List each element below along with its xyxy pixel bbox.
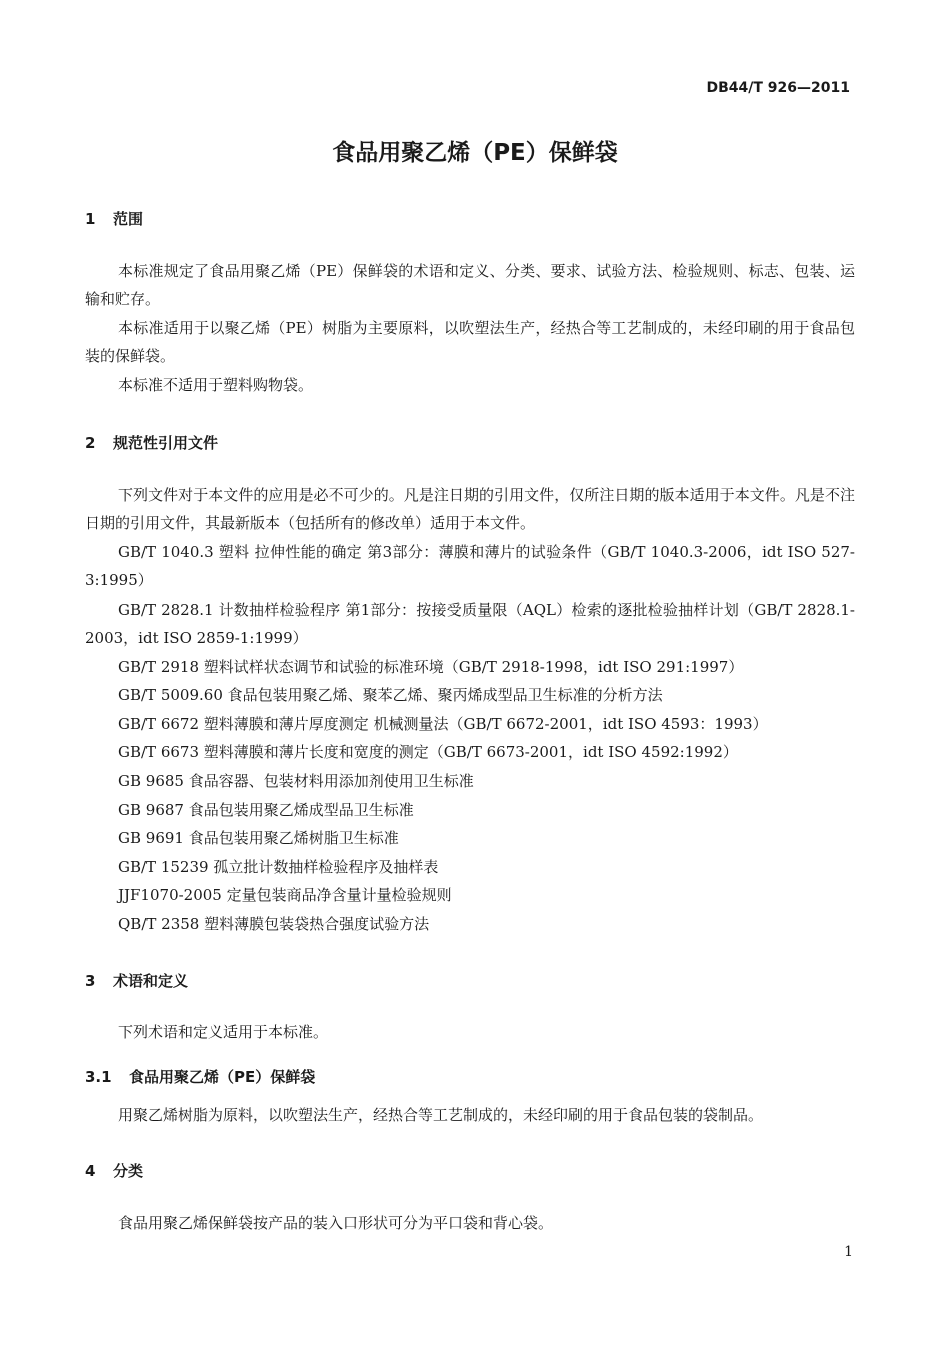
reference-item: GB/T 5009.60 食品包装用聚乙烯、聚苯乙烯、聚丙烯成型品卫生标准的分析方法: [118, 686, 663, 704]
paragraph: 下列术语和定义适用于本标准。: [118, 1023, 329, 1041]
reference-item: GB/T 2828.1 计数抽样检验程序 第1部分：按接受质量限（AQL）检索的逐批检验抽样计划（GB/T 2828.1-2003，idt ISO 2859-1:1999）: [85, 601, 855, 647]
paragraph: 本标准不适用于塑料购物袋。: [118, 376, 314, 394]
section-title: 范围: [113, 210, 144, 228]
section-3-heading: [85, 970, 188, 991]
subsection-3-1-heading: [85, 1066, 315, 1087]
page-number: 1: [844, 1244, 853, 1260]
reference-item: GB 9687 食品包装用聚乙烯成型品卫生标准: [118, 801, 414, 819]
reference-item: GB/T 1040.3 塑料 拉伸性能的确定 第3部分：薄膜和薄片的试验条件（GB/T 1040.3-2006，idt ISO 527-3:1995）: [85, 543, 855, 589]
reference-item: JJF1070-2005 定量包装商品净含量计量检验规则: [118, 886, 452, 904]
section-number: 3: [85, 972, 96, 990]
section-number: 4: [85, 1162, 96, 1180]
subsection-title: 食品用聚乙烯（PE）保鲜袋: [129, 1068, 316, 1086]
paragraph: 食品用聚乙烯保鲜袋按产品的装入口形状可分为平口袋和背心袋。: [118, 1214, 554, 1232]
paragraph: 下列文件对于本文件的应用是必不可少的。凡是注日期的引用文件，仅所注日期的版本适用于本文件。凡是不注日期的引用文件，其最新版本（包括所有的修改单）适用于本文件。: [85, 486, 855, 532]
reference-item: GB/T 6673 塑料薄膜和薄片长度和宽度的测定（GB/T 6673-2001，idt ISO 4592:1992）: [118, 743, 738, 761]
section-title: 术语和定义: [113, 972, 189, 990]
paragraph: 本标准规定了食品用聚乙烯（PE）保鲜袋的术语和定义、分类、要求、试验方法、检验规则、标志、包装、运输和贮存。: [85, 262, 855, 308]
document-title: 食品用聚乙烯（PE）保鲜袋: [332, 140, 618, 166]
standard-number: DB44/T 926—2011: [706, 80, 850, 96]
section-number: 2: [85, 434, 96, 452]
section-title: 分类: [113, 1162, 144, 1180]
reference-item: GB 9685 食品容器、包装材料用添加剂使用卫生标准: [118, 772, 474, 790]
reference-item: GB/T 6672 塑料薄膜和薄片厚度测定 机械测量法（GB/T 6672-2001，idt ISO 4593：1993）: [118, 715, 768, 733]
reference-item: GB/T 15239 孤立批计数抽样检验程序及抽样表: [118, 858, 439, 876]
definition-text: 用聚乙烯树脂为原料，以吹塑法生产，经热合等工艺制成的，未经印刷的用于食品包装的袋制品。: [118, 1106, 764, 1124]
section-1-heading: [85, 208, 143, 229]
reference-item: GB/T 2918 塑料试样状态调节和试验的标准环境（GB/T 2918-1998，idt ISO 291:1997）: [118, 658, 744, 676]
reference-item: GB 9691 食品包装用聚乙烯树脂卫生标准: [118, 829, 399, 847]
paragraph: 本标准适用于以聚乙烯（PE）树脂为主要原料，以吹塑法生产，经热合等工艺制成的，未经印刷的用于食品包装的保鲜袋。: [85, 319, 855, 365]
section-title: 规范性引用文件: [113, 434, 219, 452]
section-2-heading: [85, 432, 218, 453]
subsection-number: 3.1: [85, 1068, 112, 1086]
reference-item: QB/T 2358 塑料薄膜包装袋热合强度试验方法: [118, 915, 430, 933]
section-number: 1: [85, 210, 96, 228]
section-4-heading: [85, 1160, 143, 1181]
